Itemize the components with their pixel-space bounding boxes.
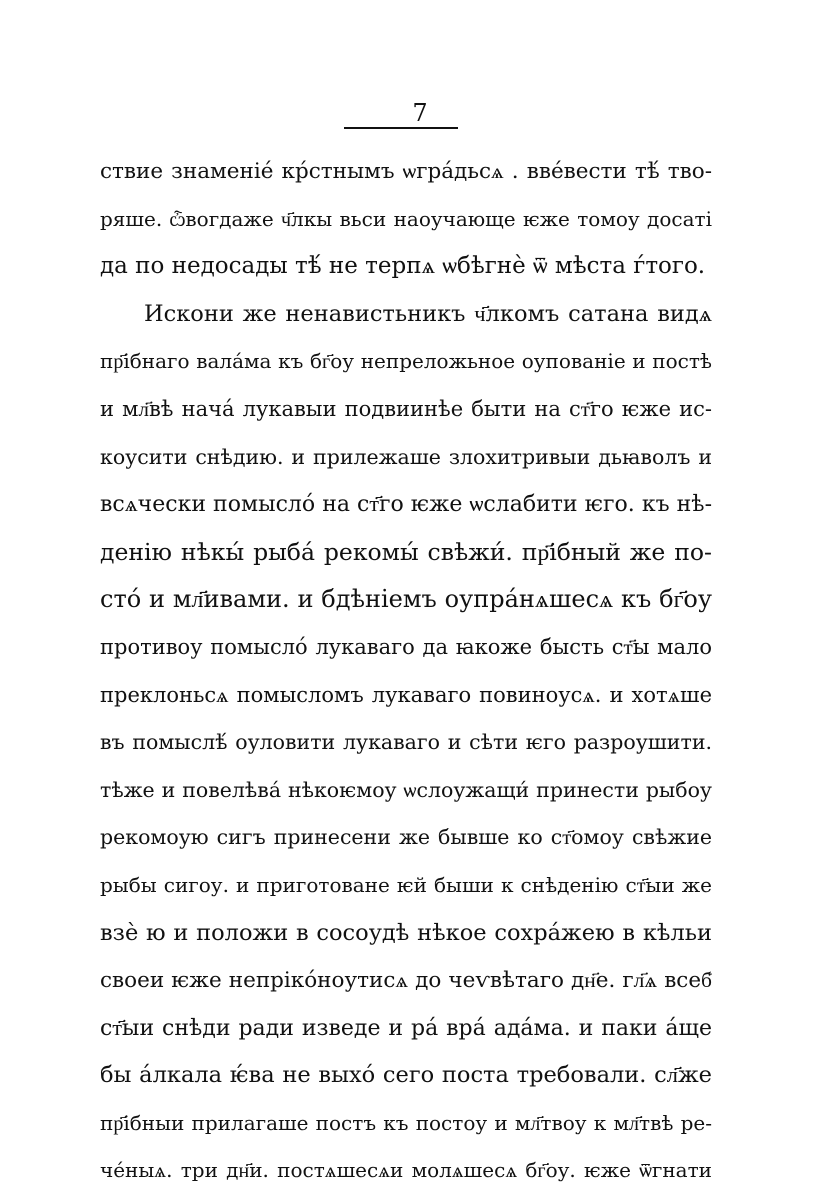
text-line: въ помыслѣ́ оуловити лукаваго и сѣти ѥго разроушити. (100, 730, 712, 755)
text-line: денію нѣкы́ рыба́ рекомы́ свѣжи́. пр҃ібный же по- (100, 537, 712, 566)
text-line: ряше. ѽвогдаже ч҃лкы вьси наоучающе ѥже томоу досаті (100, 206, 712, 231)
page-number: 7 (412, 99, 428, 127)
text-line: тѣже и повелѣва́ нѣкоѥмоу ѡслоужащи́ принести рыбоу (100, 777, 712, 802)
text-line: коусити снѣдию. и прилежаше злохитривыи дьꙗволъ и (100, 444, 712, 469)
text-line: бы а́лкала ѥ́ва не выхо́ сего поста требовали. сл҃же (100, 1062, 712, 1089)
text-line: противоу помысло́ лукаваго да ꙗкоже бысть ст҃ы мало (100, 634, 712, 659)
text-line: пр҃ібнаго вала́ма къ бг҃оу непреложьное оупованіе и постѣ (100, 349, 712, 374)
paragraph-2 (100, 291, 712, 1195)
text-line: взѐ ю и положи в сосоудѣ нѣкое сохра́жею в кѣльи (100, 919, 712, 946)
body-text (100, 148, 712, 1195)
text-line: своеи ѥже непріко́ноутисѧ до чеѵвѣтаго дн҃е. гл҃ѧ всеб҃ (100, 968, 712, 994)
text-line: и мл҃вѣ нача́ лукавыи подвиинѣе быти на ст҃го ѥже ис- (100, 396, 712, 421)
text-line: Искони же ненавистьникъ ч҃лкомъ сатана видѧ (144, 300, 712, 327)
text-line: ст҃ыи снѣди ради изведе и ра́ вра́ ада́ма. и паки а́ще (100, 1015, 712, 1041)
text-line: пр҃ібныи прилагаше постъ къ постоу и мл҃твоу к мл҃твѣ ре- (100, 1110, 712, 1135)
paragraph-1 (100, 148, 712, 291)
text-line: да по недосады тѣ́ не терпѧ ѡбѣгнѐ ѿ мѣста ѓтого. (100, 253, 706, 280)
text-line: рыбы сигоу. и приготоване ѥй быши к снѣденію ст҃ыи же (100, 872, 712, 897)
text-line: рекомоую сигъ принесени же бывше ко ст҃омоу свѣжие (100, 825, 712, 850)
page-number-rule (344, 127, 458, 129)
text-line: ствие знаменіе́ кр́стнымъ ѡгра́дьсѧ . вве́вести тѣ́ тво- (100, 159, 712, 184)
text-line: преклоньсѧ помысломъ лукаваго повиноусѧ. и хотѧше (100, 682, 712, 707)
text-line: че́ныѧ. три дн҃и. постѧшесѧи молѧшесѧ бг҃оу. ѥже ѿгнати (100, 1158, 712, 1183)
text-line: всѧчески помысло́ на ст҃го ѥже ѡслабити ѥго. къ нѣ- (100, 492, 712, 518)
text-line: сто́ и мл҃ивами. и бдѣніемъ оупра́нѧшесѧ къ бг҃оу (100, 585, 712, 614)
